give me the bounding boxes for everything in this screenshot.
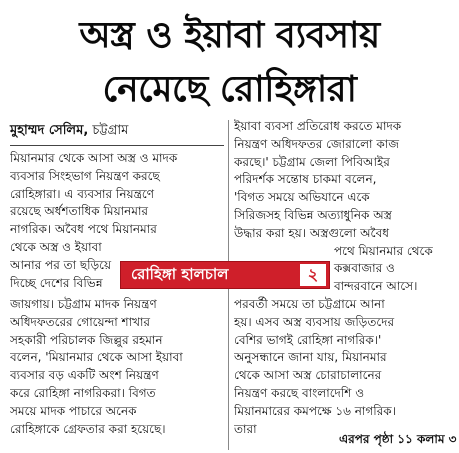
text-line: রোহিঙ্গাকে গ্রেফতার করা হয়েছে। <box>10 421 166 436</box>
text-line: জায়গায়। চট্টগ্রাম মাদক নিয়ন্ত্রণ <box>10 297 157 311</box>
headline-line-1: অস্ত্র ও ইয়াবা ব্যবসায় <box>79 15 380 56</box>
text-line: মিয়ানমারের কমপক্ষে ১৬ নাগরিক। <box>234 403 396 418</box>
text-line: রোহিঙ্গারা। এ ব্যবসার নিয়ন্ত্রণে <box>10 186 154 201</box>
text-line: সহকারী পরিচালক জিল্লুর রহমান <box>10 332 163 347</box>
text-line: বলেন, 'মিয়ানমার থেকে আসা ইয়াবা <box>10 350 183 365</box>
text-line: বান্দরবানে আসে। <box>334 279 418 294</box>
text-line: নিয়ন্ত্রণ অধিদফতর জোরালো কাজ <box>234 136 399 151</box>
continuation-note: এরপর পৃষ্ঠা ১১ কলাম ৩ <box>339 432 457 446</box>
text-line: থেকে আসা অস্ত্র চোরাচালানের <box>234 368 382 383</box>
text-line: উদ্ধার করা হয়। অস্ত্রগুলো অবৈধ <box>234 225 389 240</box>
text-line: পরিদর্শক সন্তোষ চাকমা বলেন, <box>234 172 377 187</box>
series-banner <box>120 261 330 289</box>
text-line: নাগরিক। অবৈধ পথে মিয়ানমার <box>10 222 157 237</box>
text-line: রয়েছে অর্ধশতাধিক মিয়ানমার <box>10 204 149 219</box>
text-line: বেশির ভাগই রোহিঙ্গা নাগরিক।' <box>234 332 382 347</box>
right-column-bottom <box>234 296 452 438</box>
text-line: আনার পর তা ছড়িয়ে <box>10 257 112 272</box>
text-line: দিচ্ছে দেশের বিভিন্ন <box>10 275 103 290</box>
text-line: তারা <box>234 421 257 436</box>
text-line: পরবর্তী সময়ে তা চট্টগ্রামে আনা <box>234 297 385 311</box>
text-line: নিয়ন্ত্রণ করছে বাংলাদেশি ও <box>234 385 365 400</box>
text-line: সিরিজসহ বিভিন্ন অত্যাধুনিক অস্ত্র <box>234 207 392 222</box>
text-line: করে রোহিঙ্গা নাগরিকরা। বিগত <box>10 385 156 400</box>
text-line: কক্সবাজার ও <box>334 261 395 276</box>
text-line: মিয়ানমার থেকে আসা অস্ত্র ও মাদক <box>10 151 178 165</box>
left-column-bottom <box>10 296 224 438</box>
text-line: ব্যবসার বড় একটি অংশ নিয়ন্ত্রণ <box>10 368 159 383</box>
text-line: অনুসন্ধানে জানা যায়, মিয়ানমার <box>234 350 387 365</box>
text-line: 'বিগত সময়ে অভিযানে একে <box>234 190 370 205</box>
byline-rule <box>10 145 224 146</box>
text-line: করছে।' চট্টগ্রাম জেলা পিবিআইর <box>234 154 390 169</box>
text-line: ব্যবসার সিংহভাগ নিয়ন্ত্রণ করছে <box>10 168 160 183</box>
text-line: থেকে অস্ত্র ও ইয়াবা <box>10 239 102 254</box>
series-number-badge: ২ <box>300 264 326 286</box>
byline <box>10 122 128 139</box>
series-banner-label: রোহিঙ্গা হালচাল <box>131 264 229 283</box>
byline-location: চট্টগ্রাম <box>92 123 129 138</box>
headline-line-2: নেমেছে রোহিঙ্গারা <box>102 69 357 110</box>
text-line: অধিদফতরের গোয়েন্দা শাখার <box>10 314 151 329</box>
text-line: পথে মিয়ানমার থেকে <box>334 243 433 258</box>
text-line: হয়। এসব অস্ত্র ব্যবসায় জড়িতদের <box>234 314 395 329</box>
text-line: সময়ে মাদক পাচারে অনেক <box>10 403 137 418</box>
text-line: ইয়াবা ব্যবসা প্রতিরোধ করতে মাদক <box>234 119 402 133</box>
byline-name: মুহাম্মদ সেলিম, <box>10 123 89 138</box>
